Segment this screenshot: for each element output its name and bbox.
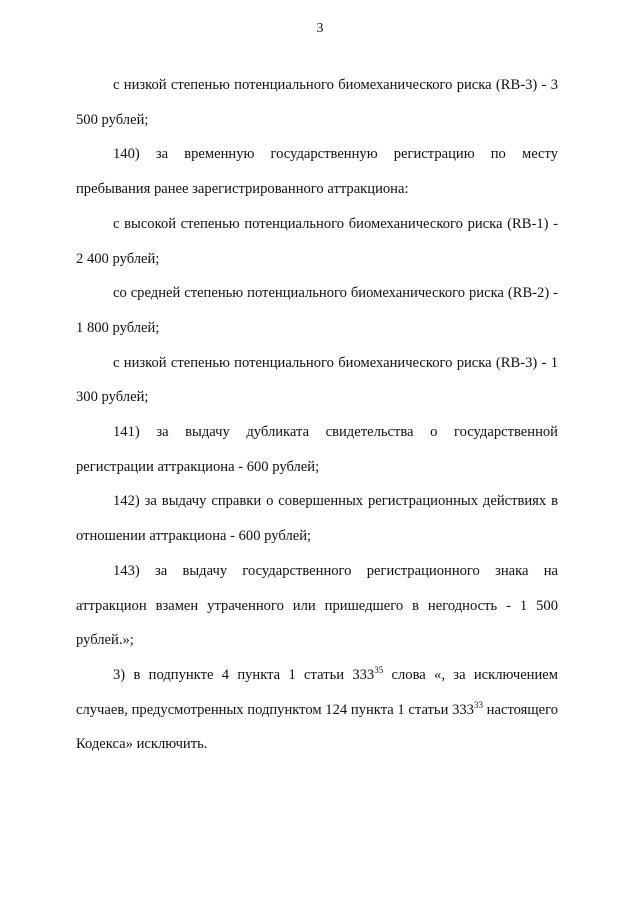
paragraph-rb3-3500: с низкой степенью потенциального биомеханического риска (RB-3) - 3 500 рублей; [76, 77, 558, 128]
paragraph-rb1-2400: с высокой степенью потенциального биомеханического риска (RB-1) - 2 400 рублей; [76, 215, 558, 267]
paragraph-item-141: 141) за выдачу дубликата свидетельства о государственной регистрации аттракциона - 600 рублей; [76, 424, 558, 475]
paragraph-rb3-1300: с низкой степенью потенциального биомеханического риска (RB-3) - 1 300 рублей; [76, 354, 558, 406]
page-number: 3 [316, 21, 324, 36]
amendment-text-part-1: 3) в подпункте 4 пункта 1 статьи 333 [113, 666, 375, 683]
article-superscript-35: 35 [374, 664, 384, 675]
amendment-text-part-3: настоящего Кодекса» исключить. [76, 701, 558, 753]
paragraph-rb2-1800: со средней степенью потенциального биомеханического риска (RB-2) - 1 800 рублей; [76, 285, 558, 336]
paragraph-item-143: 143) за выдачу государственного регистрационного знака на аттракцион взамен утраченного или пришедшего в негодность - 1 500 рублей.»; [76, 562, 558, 649]
article-superscript-33: 33 [473, 699, 483, 710]
amendment-text-part-2: слова «, за исключением случаев, предусмотренных подпунктом 124 пункта 1 статьи 333 [76, 666, 559, 718]
paragraph-item-142: 142) за выдачу справки о совершенных регистрационных действиях в отношении аттракциона - 600 рублей; [76, 493, 558, 545]
paragraph-amendment-3 [76, 658, 558, 762]
document-body [76, 68, 558, 762]
paragraph-item-140: 140) за временную государственную регистрацию по месту пребывания ранее зарегистрированного аттракциона: [76, 146, 558, 198]
